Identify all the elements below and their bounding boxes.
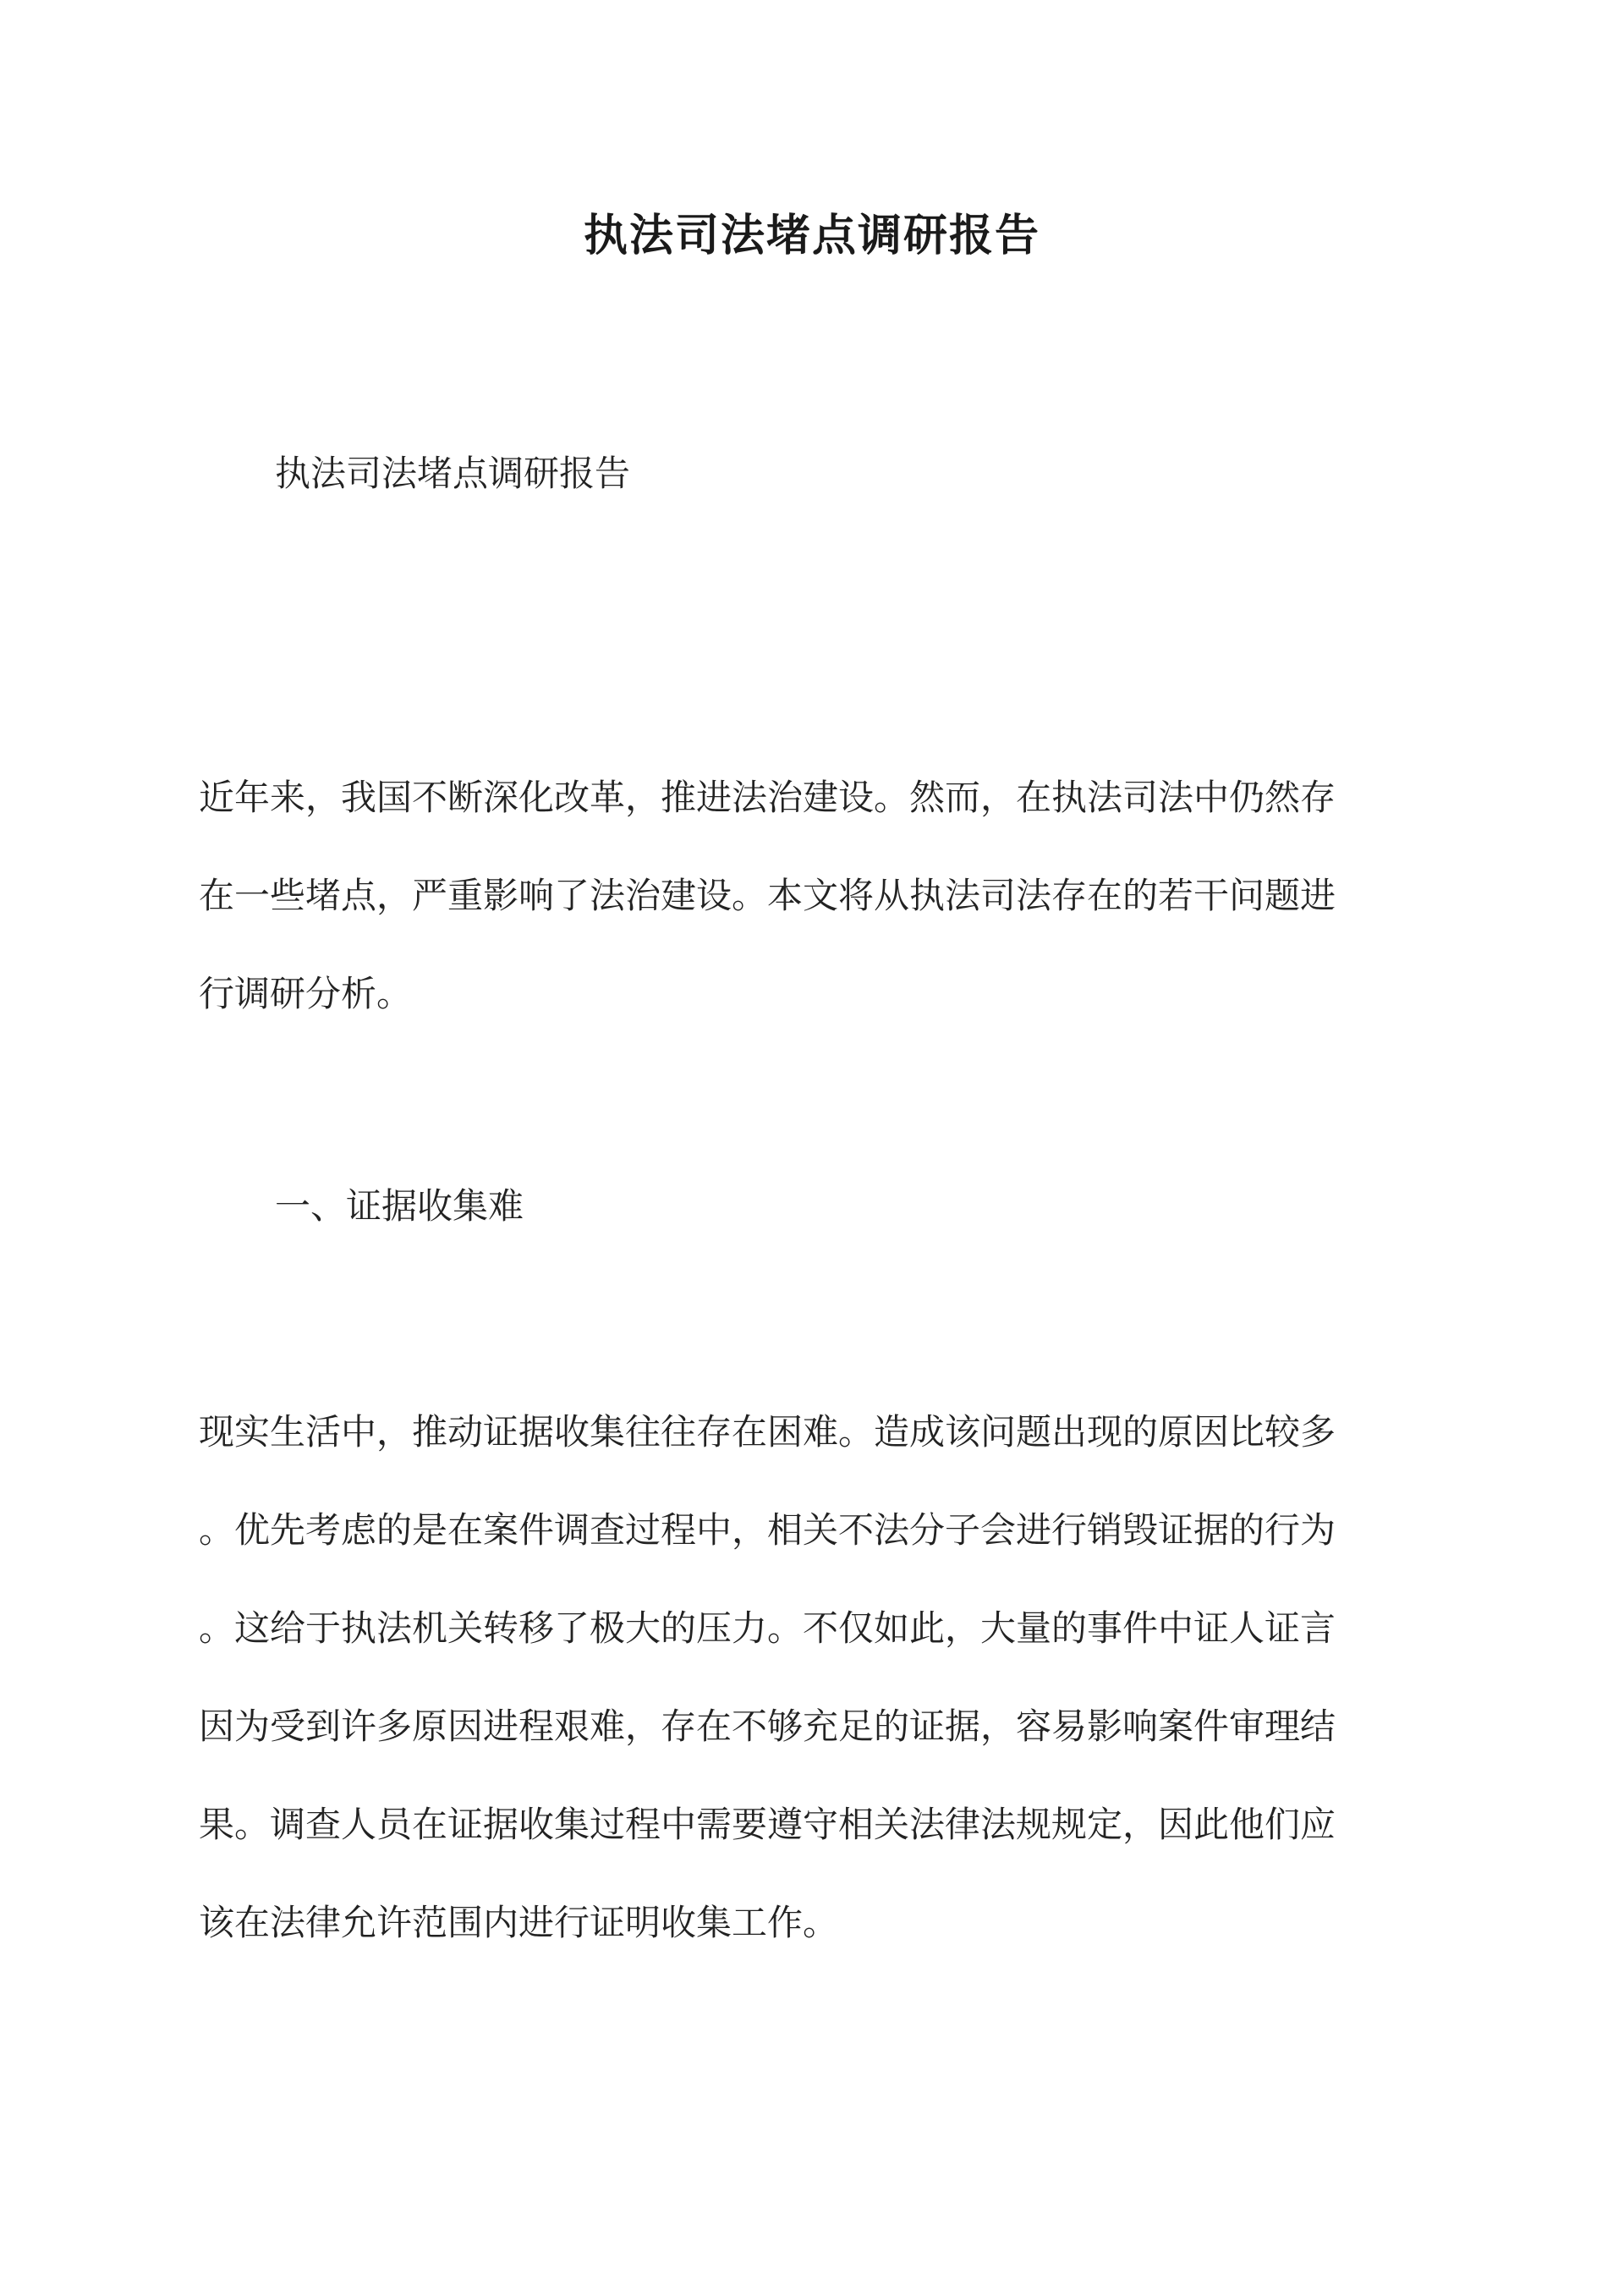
paragraph-line: 果。调查人员在证据收集过程中需要遵守相关法律法规规定，因此他们应: [199, 1804, 1336, 1845]
paragraph-line: 因为受到许多原因进程艰难，存在不够充足的证据，容易影响案件审理结: [199, 1706, 1336, 1747]
paragraph-line: 现实生活中，推动证据收集往往存在困难。造成该问题出现的原因比较多: [199, 1411, 1336, 1453]
section-heading: 一、证据收集难: [275, 1185, 524, 1227]
paragraph-line: 近年来，我国不断深化改革，推进法治建设。然而，在执法司法中仍然存: [199, 777, 1336, 818]
paragraph-line: 。优先考虑的是在案件调查过程中，相关不法分子会进行销毁证据的行为: [199, 1509, 1336, 1551]
paragraph-line: 行调研分析。: [199, 973, 413, 1014]
section-1-paragraph: [199, 1383, 1425, 1972]
document-subtitle: 执法司法堵点调研报告: [275, 453, 631, 494]
paragraph-line: 。这给于执法机关转移了极大的压力。不仅如此，大量的事件中证人证言: [199, 1607, 1336, 1649]
paragraph-line: 在一些堵点，严重影响了法治建设。本文将从执法司法存在的若干问题进: [199, 875, 1336, 916]
document-title: 执法司法堵点调研报告: [583, 210, 1040, 261]
paragraph-line: 该在法律允许范围内进行证明收集工作。: [199, 1902, 839, 1943]
intro-paragraph: [199, 749, 1425, 1043]
